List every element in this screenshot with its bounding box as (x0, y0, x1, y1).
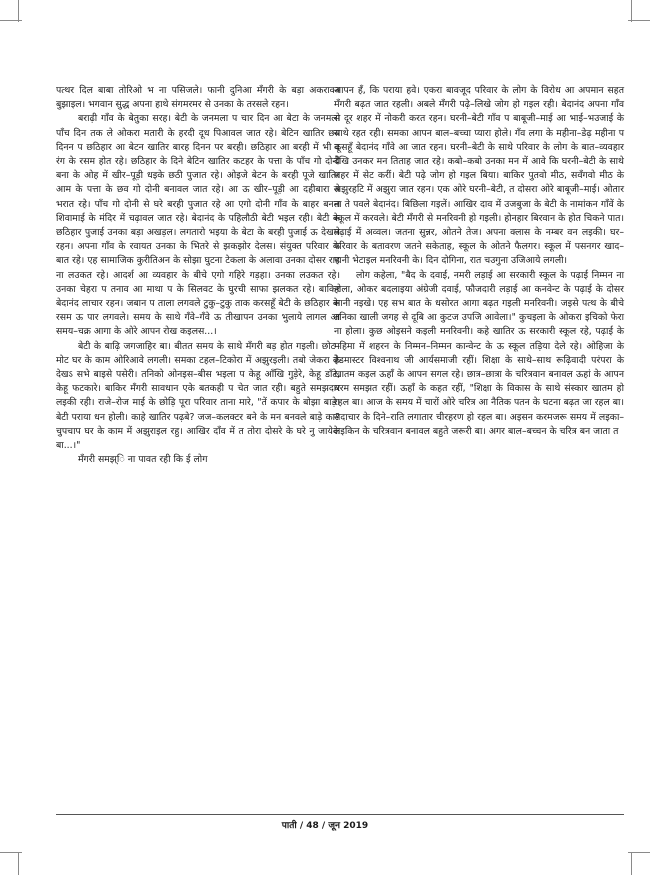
paragraph: बराढ़ी गाँव के बेतुका सरह। बेटी के जनमला प चार दिन आ बेटा के जनमला पाँच दिन तक ले ओकरा मतारी के हरदी दूध पिआवल जात रहे। बेटिन खातिर छव दिनन प छठिहार आ बेटन खातिर बारह दिनन पर बरही। छठिहार आ बरही में भी दू रंग के रसम होत रहे। छठिहार के दिने बेटिन खातिर कटहर के पत्ता के पाँच गो दोनी बना के ओह में खीर–पूड़ी धइके छठी पुजात रहे। ओइजे बेटन के बरही पूजे खातिर आम के पत्ता के छव गो दोनी बनावल जात रहे। आ ऊ खीर–पूड़ी आ दहीबारा से भरात रहे। पाँच गो दोनी से घरे बरही पुजात रहे आ एगो दोनी गाँव के बाहर बनल शिवामाई के मंदिर में चढ़ावल जात रहे। बेदानंद के पहिलौठी बेटी भइल रही। बेटी के छठिहार पुजाई उनका बड़ा अखड़ल। लगतारो भइया के बेटा के बरही पुजाई ऊ देखले रहन। अपना गाँव के रवायत उनका के भितरे से झकझोर देलस। संयुक्त परिवार के बात रहे। एह सामाजिक कुरीतिअन के सोझा घुटना टेकला के अलावा उनका दोसर राह ना लउकत रहे। आदर्श आ व्यवहार के बीचे एगो गहिरे गड़हा। उनका लउकत रहे। उनका चेहरा प तनाव आ माथा प के सिलवट के घुरची साफा झलकत रहे। बाकिर बेदानंद लाचार रहन। जबान प ताला लगवले टुकु–टुकु ताक करसहूँ बेटी के छठिहार के रसम ऊ पार लगवले। समय के साथे गँवे–गँवे ऊ तीखापन उनका भुलाये लागल आ समय–चक्र आगा के ओरे आपन रोख कइलस...। (56, 113, 340, 338)
left-column (56, 84, 340, 467)
paragraph: लोग कहेला, "बैद के दवाई, नमरी लड़ाई आ सरकारी स्कूल के पढ़ाई निम्मन ना होला, ओकर बदलाइया अंग्रेजी दवाई, फौजदारी लड़ाई आ कनवेन्ट के पढ़ाई के दोसर सानी नइखे। एह सभ बात के धसोरत आगा बढ़त गइली मनरिवनी। जइसे पत्थ के बीचे तनिका खाली जगह से दूबि आ कुटज उपजि आवेला।" कुचइला के ओकरा इचिको फेरा ना होला। कुछ ओइसने कइली मनरिवनी। कहे खातिर ऊ सरकारी स्कूल रहे, पढ़ाई के महिमा में शहरन के निम्मन–निम्मन कान्वेन्ट के ऊ स्कूल तड़िया देले रहे। ओहिजा के हेडमास्टर विश्वनाथ जी आर्यसमाजी रहीं। शिक्षा के साथे–साथ रूढ़िवादी परंपरा के खातम कइल ऊहाँ के आपन सगल रहे। छात्र–छात्रा के चरित्रवान बनावल ऊहां के आपन धरम समझत रहीं। ऊहाँ के कहत रहीं, "शिक्षा के विकास के साथे संस्कार खातम हो रहल बा। आज के समय में चारों ओरे चरित्र आ नैतिक पतन के घटना बढ़त जा रहल बा। सदाचार के दिने–राति लगातार चीरहरण हो रहल बा। अइसन करमजरू समय में लइका–लइकिन के चरित्रवान बनावल बहुते जरूरी बा। अगर बाल–बच्चन के चरित्र बन जाता त (334, 269, 624, 437)
paragraph: बेटी के बाढ़ि जगजाहिर बा। बीतत समय के साथे मँगरी बड़ होत गइली। छोट–मोट घर के काम ओरिआवे लगली। समका टहल–टिकोरा में अझुरइली। तबो जेकरा के देखऽ सभे बाइसे पसेरी। तनिको ओनइस–बीस भइला प केहू आँखि गुड़ेरे, केहू डाँटे, केहू फटकारे। बाकिर मँगरी सावधान एके बतकही प चेत जात रही। बहुते समझदार लइकी रही। राजे–रोज माई के छोड़ि पूरा परिवार ताना मारे, "तें कपार के बोझा बाड़े। बेटी पराया धन होली। काहे खातिर पढ़बे? जज–कलक्टर बने के मन बनवले बाड़े का? चुपचाप घर के काम में अझुराइल रहु। आखिर दाँव में त तोरा दोसरे के घरे नु जायेके बा...।" (56, 340, 340, 452)
page-footer: पाती / 48 / जून 2019 (281, 821, 369, 831)
crop-mark-bottom-right-h (628, 852, 650, 853)
crop-mark-top-left-h (0, 20, 22, 21)
crop-mark-top-right-h (628, 20, 650, 21)
paragraph: मँगरी समझ्ि ना पावत रही कि ई लोग (78, 454, 208, 466)
paragraph: पत्थर दिल बाबा तोरिओ भ ना पसिजले। फानी दुनिआ मँगरी के बड़ा अकरावन बुझाइल। भगवान सुद्ध अपना हाथे संगमरमर से उनका के तरसले रहन। (56, 85, 340, 111)
footer-rule (56, 814, 624, 815)
crop-mark-top-right-v (631, 0, 632, 22)
right-column (334, 84, 624, 439)
crop-mark-top-left-v (18, 0, 19, 22)
paragraph: आपन हँ, कि पराया हवे। एकरा बावजूद परिवार के लोग के विरोध आ अपमान सहत मँगरी बढ़त जात रहली। अबले मँगरी पढ़े–लिखे जोग हो गइल रही। बेदानंद अपना गाँव से दूर शहर में नोकरी करत रहन। घरनी–बेटी गाँव प बाबूजी–माई आ भाई–भउजाई के साथे रहत रही। समका आपन बाल–बच्चा प्यारा होले। गँव लगा के महीना–डेढ़ महीना प कसहूँ बेदानंद गाँवे आ जात रहन। घरनी–बेटी के साथे परिवार के लोग के बात–व्यवहार देखि उनकर मन तिताह जात रहे। कबो–कबो उनका मन में आवे कि घरनी–बेटी के साथे शहर में सेट करीं। बेटी पढ़े जोग हो गइल बिया। बाकिर पुतवो मीठ, सवँगवो मीठ के अझुरहटि में अझुरा जात रहन। एक ओरे घरनी–बेटी, त दोसरा ओरे बाबूजी–माई। ओतार ना ते पवले बेदानंद। बिछिला गइलें। आखिर दाव में उजबुजा के बेटी के नामांकन गाँवें के स्कूल में करवले। बेटी मँगरी से मनरिवनी हो गइली। होनहार बिरवान के होत चिकने पात। पढ़ाई में अव्वल। जतना सुन्नर, ओतने तेज। अपना क्लास के नम्बर वन लइकी। घर–परिवार के बतावरण जतने सकेताह, स्कूल के ओतने फैलगर। स्कूल में पसनगर खाद–पानी भेटाइल मनरिवनी के। दिन दोगिना, रात चउगुना उजिआये लगली। (334, 85, 624, 267)
crop-mark-bottom-left-v (18, 853, 19, 875)
crop-mark-bottom-right-v (631, 853, 632, 875)
crop-mark-bottom-left-h (0, 852, 22, 853)
